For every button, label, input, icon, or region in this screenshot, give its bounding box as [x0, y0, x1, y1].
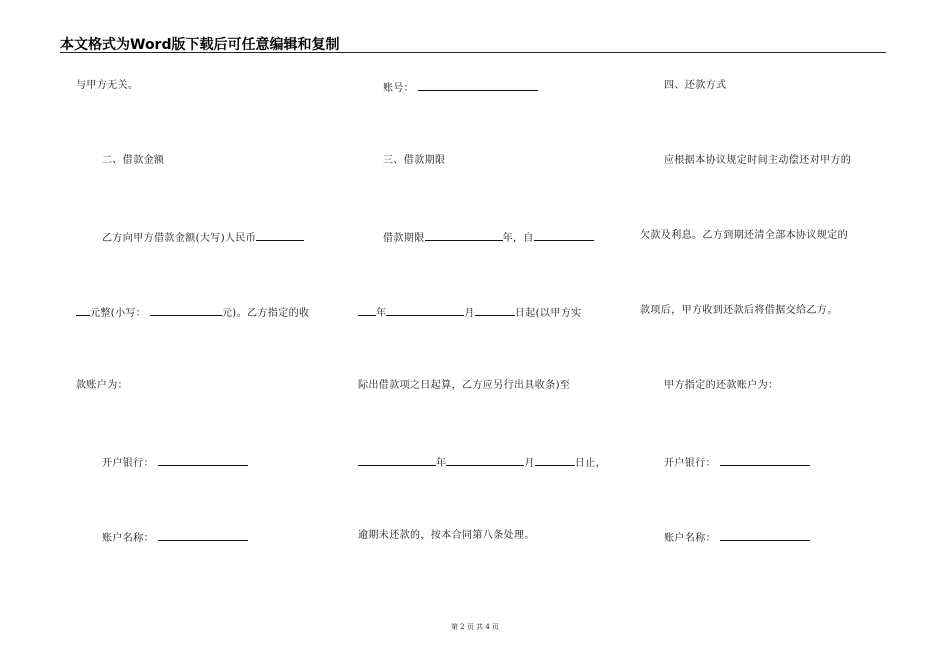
blank-amount-words-cont[interactable]	[76, 305, 90, 316]
col2-line-6-text-c: 日止，	[574, 458, 607, 469]
col1-line-4-text-b: 元)。乙方指定的收	[221, 308, 310, 319]
blank-term-years[interactable]	[425, 230, 503, 241]
col2-line-3	[383, 230, 594, 245]
col3-line-6	[664, 455, 810, 470]
blank-bank-name[interactable]	[158, 455, 248, 466]
col3-line-4: 款项后，甲方收到还款后将借据交给乙方。	[640, 305, 838, 316]
col2-line-5: 际出借款项之日起算，乙方应另行出具收条)至	[358, 380, 571, 391]
footer-mid: 页 共	[466, 623, 484, 631]
col1-line-4-text-a: 元整(小写：	[90, 308, 147, 319]
footer-page-total: 4	[485, 623, 490, 631]
col2-line-6-text-b: 月	[524, 458, 535, 469]
col2-account-label: 账号：	[383, 83, 415, 94]
col3-line-7	[664, 530, 810, 545]
col2-line-6-text-a: 年	[436, 458, 447, 469]
blank-account-name[interactable]	[158, 530, 248, 541]
col3-account-name-label: 账户名称：	[664, 533, 716, 544]
header-divider	[60, 52, 886, 53]
footer-suffix: 页	[492, 623, 500, 631]
blank-start-day[interactable]	[475, 305, 515, 316]
col3-line-2: 应根据本协议规定时间主动偿还对甲方的	[664, 155, 852, 166]
blank-end-day[interactable]	[535, 455, 575, 466]
blank-account-number[interactable]	[418, 80, 538, 91]
blank-repay-bank-name[interactable]	[720, 455, 810, 466]
col1-line-7	[102, 530, 248, 545]
col1-bank-label: 开户银行：	[102, 458, 154, 469]
col2-line-4-text-a: 年	[376, 308, 387, 319]
col1-line-3-text: 乙方向甲方借款金额(大写)人民币	[102, 233, 257, 244]
footer-page-num: 2	[460, 623, 465, 631]
col2-line-4-text-c: 日起(以甲方实	[514, 308, 582, 319]
col3-line-3: 欠款及利息。乙方到期还清全部本协议规定的	[640, 230, 848, 241]
col1-account-name-label: 账户名称：	[102, 533, 154, 544]
blank-amount-figures[interactable]	[150, 305, 222, 316]
col1-line-3	[102, 230, 304, 245]
blank-amount-words[interactable]	[256, 230, 304, 241]
col1-line-6	[102, 455, 248, 470]
col1-line-1: 与甲方无关。	[76, 80, 139, 91]
blank-repay-account-name[interactable]	[720, 530, 810, 541]
col2-line-7: 逾期未还款的，按本合同第八条处理。	[358, 530, 535, 541]
col1-line-5: 款账户为：	[76, 380, 128, 391]
col2-line-3-text-a: 借款期限	[383, 233, 425, 244]
blank-start-year-cont[interactable]	[358, 305, 376, 316]
col3-line-5: 甲方指定的还款账户为：	[664, 380, 779, 391]
col2-section-heading-term: 三、借款期限	[383, 155, 446, 166]
col2-line-3-text-b: 年，自	[502, 233, 534, 244]
col3-bank-label: 开户银行：	[664, 458, 716, 469]
page-number-footer	[0, 622, 950, 632]
col1-line-4	[76, 305, 309, 320]
footer-prefix: 第	[450, 623, 458, 631]
col2-line-4-text-b: 月	[464, 308, 475, 319]
col2-line-6	[358, 455, 606, 470]
col2-line-1	[383, 80, 538, 95]
blank-end-month[interactable]	[446, 455, 524, 466]
col3-section-heading-repayment: 四、还款方式	[664, 80, 727, 91]
col1-section-heading-amount: 二、借款金额	[102, 155, 165, 166]
col2-line-4	[358, 305, 582, 320]
blank-end-year[interactable]	[358, 455, 436, 466]
document-header-title: 本文格式为Word版下载后可任意编辑和复制	[60, 37, 340, 53]
blank-start-year[interactable]	[534, 230, 594, 241]
blank-start-month[interactable]	[386, 305, 464, 316]
